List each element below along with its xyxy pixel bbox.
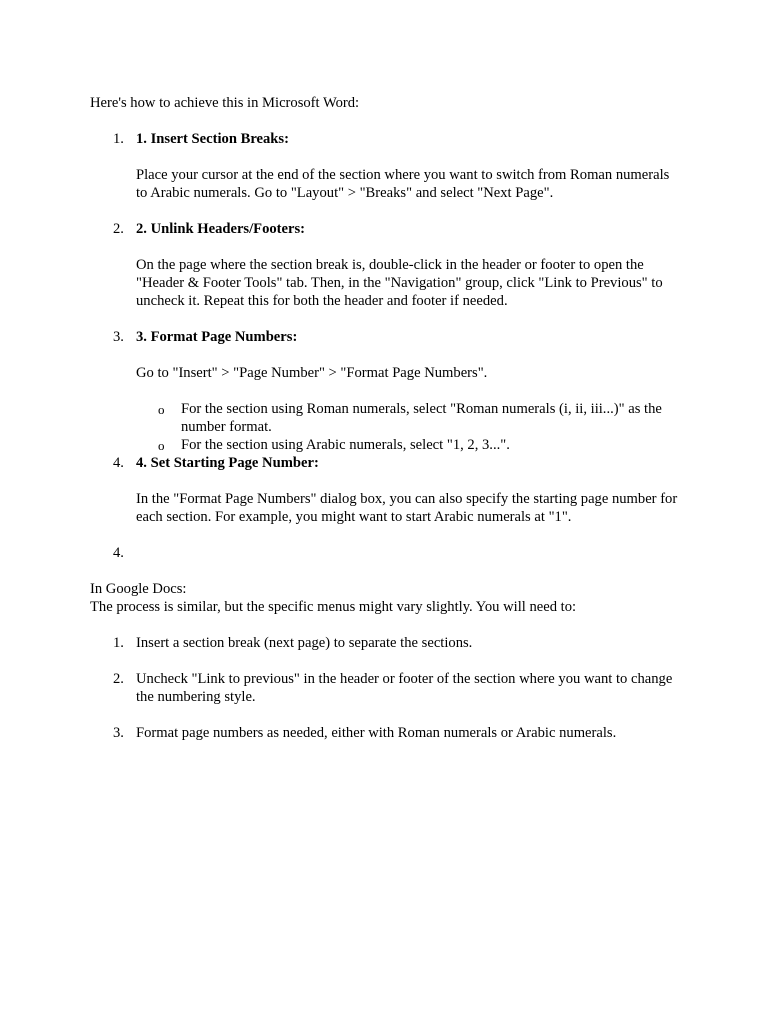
bullet-text: For the section using Roman numerals, select "Roman numerals (i, ii, iii...)" as the number format. [181,401,662,435]
step-body: Place your cursor at the end of the section where you want to switch from Roman numerals to Arabic numerals. Go to "Layout" > "Breaks" and select "Next Page". [136,167,670,201]
list-number: 2. [113,221,124,237]
list-number: 1. [113,635,124,651]
step-body: Go to "Insert" > "Page Number" > "Format Page Numbers". [136,365,488,381]
list-number: 1. [113,131,124,147]
list-number: 4. [113,455,124,471]
step-body: On the page where the section break is, double-click in the header or footer to open the "Header & Footer Tools" tab. Then, in the "Navigation" group, click "Link to Previous" to uncheck it. Repeat this for both the header and footer if needed. [136,257,663,309]
step-body: In the "Format Page Numbers" dialog box, you can also specify the starting page number for each section. For example, you might want to start Arabic numerals at "1". [136,491,678,525]
step-text: Format page numbers as needed, either with Roman numerals or Arabic numerals. [136,725,617,741]
google-docs-title: In Google Docs: [90,581,187,597]
list-number: 3. [113,329,124,345]
bullet-marker: o [158,402,165,417]
bullet-marker: o [158,438,165,453]
step-heading: 2. Unlink Headers/Footers: [136,221,306,237]
intro-paragraph: Here's how to achieve this in Microsoft Word: [90,95,360,111]
google-docs-intro: The process is similar, but the specific menus might vary slightly. You will need to: [90,599,577,615]
step-heading: 3. Format Page Numbers: [136,329,298,345]
step-text: Insert a section break (next page) to separate the sections. [136,635,473,651]
step-text: Uncheck "Link to previous" in the header or footer of the section where you want to change the numbering style. [136,671,673,705]
step-heading: 1. Insert Section Breaks: [136,131,289,147]
list-number: 3. [113,725,124,741]
list-number: 2. [113,671,124,687]
bullet-text: For the section using Arabic numerals, select "1, 2, 3...". [181,437,510,453]
list-number: 4. [113,545,124,561]
step-heading: 4. Set Starting Page Number: [136,455,319,471]
